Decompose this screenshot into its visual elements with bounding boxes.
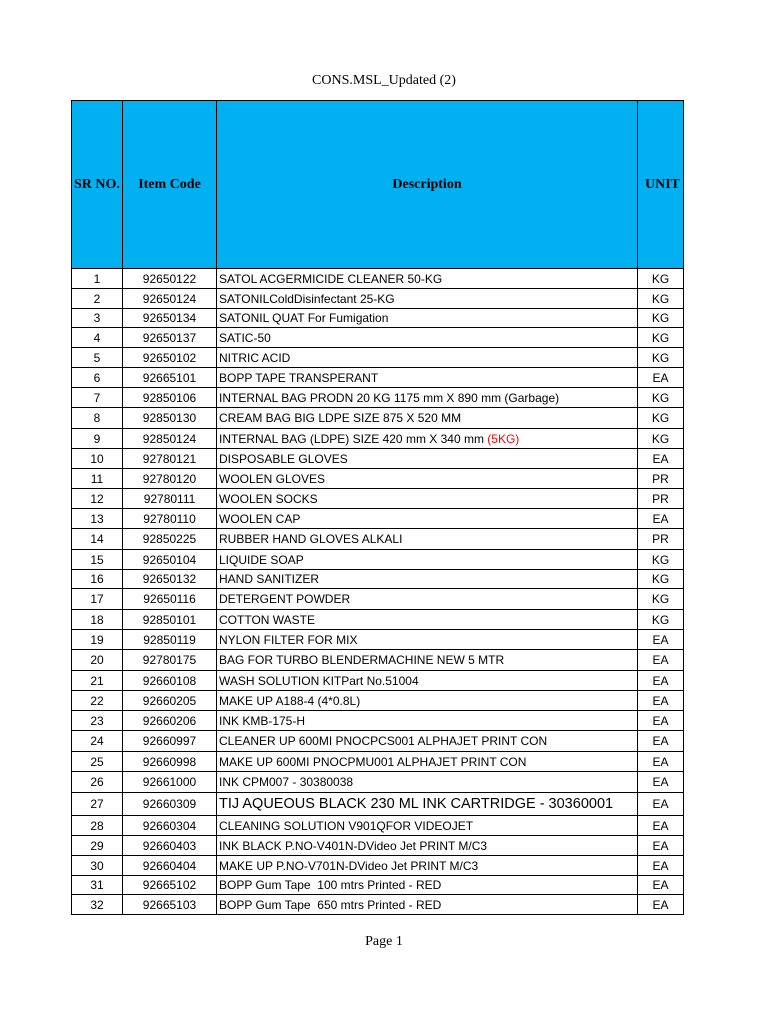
table-row — [72, 711, 684, 731]
description-cell — [217, 876, 638, 895]
item-code-cell: 92780120 — [123, 469, 217, 489]
sr-no-cell: 5 — [72, 348, 123, 368]
sr-no-cell: 15 — [72, 550, 123, 570]
item-code-cell: 92660997 — [123, 731, 217, 752]
sr-no-cell: 30 — [72, 856, 123, 876]
unit-cell: PR — [638, 489, 684, 509]
item-code-cell: 92850119 — [123, 630, 217, 650]
sr-no-cell: 7 — [72, 388, 123, 408]
item-code-cell: 92660403 — [123, 836, 217, 856]
description-cell — [217, 408, 638, 429]
description-cell — [217, 570, 638, 589]
unit-cell: EA — [638, 711, 684, 731]
description-text: WOOLEN GLOVES — [219, 471, 326, 486]
description-text: CLEANING SOLUTION V901QFOR VIDEOJET — [219, 818, 474, 833]
unit-cell: KG — [638, 289, 684, 309]
item-code-cell: 92650134 — [123, 309, 217, 328]
description-text: CREAM BAG BIG LDPE SIZE 875 X 520 MM — [219, 411, 462, 425]
description-cell — [217, 711, 638, 731]
description-cell — [217, 328, 638, 348]
description-text: LIQUIDE SOAP — [219, 552, 304, 567]
sr-no-cell: 21 — [72, 671, 123, 691]
unit-cell: EA — [638, 793, 684, 816]
item-code-cell: 92661000 — [123, 772, 217, 793]
table-row — [72, 671, 684, 691]
item-code-cell: 92650122 — [123, 269, 217, 289]
unit-cell: EA — [638, 836, 684, 856]
item-code-cell: 92650104 — [123, 550, 217, 570]
sr-no-cell: 11 — [72, 469, 123, 489]
page-number: Page 1 — [365, 934, 403, 949]
unit-cell: KG — [638, 309, 684, 328]
sr-no-cell: 3 — [72, 309, 123, 328]
description-text: WOOLEN SOCKS — [219, 491, 318, 506]
unit-cell: EA — [638, 752, 684, 772]
description-text: BOPP TAPE TRANSPERANT — [219, 370, 379, 385]
table-row — [72, 895, 684, 915]
description-cell — [217, 449, 638, 469]
sr-no-cell: 17 — [72, 589, 123, 610]
unit-cell: KG — [638, 610, 684, 630]
description-cell — [217, 691, 638, 711]
description-text: MAKE UP P.NO-V701N-DVideo Jet PRINT M/C3 — [219, 858, 479, 873]
item-code-cell: 92850225 — [123, 529, 217, 550]
description-text: NITRIC ACID — [219, 350, 291, 365]
sr-no-cell: 12 — [72, 489, 123, 509]
description-cell — [217, 895, 638, 915]
item-code-cell: 92665101 — [123, 368, 217, 388]
description-cell — [217, 731, 638, 752]
sr-no-cell: 27 — [72, 793, 123, 816]
table-row — [72, 836, 684, 856]
description-text: CLEANER UP 600MI PNOCPCS001 ALPHAJET PRINT CON — [219, 734, 548, 748]
header-sr-no: SR NO. — [72, 101, 123, 269]
unit-cell: KG — [638, 550, 684, 570]
description-cell — [217, 550, 638, 570]
description-text: SATONIL QUAT For Fumigation — [219, 311, 389, 325]
unit-cell: EA — [638, 671, 684, 691]
table-row — [72, 489, 684, 509]
description-cell — [217, 836, 638, 856]
description-cell — [217, 348, 638, 368]
item-code-cell: 92850130 — [123, 408, 217, 429]
description-text: INTERNAL BAG (LDPE) SIZE 420 mm X 340 mm — [219, 431, 488, 446]
description-cell — [217, 309, 638, 328]
unit-cell: KG — [638, 348, 684, 368]
table-row — [72, 650, 684, 671]
item-code-cell: 92665102 — [123, 876, 217, 895]
table-row — [72, 816, 684, 836]
sr-no-cell: 9 — [72, 429, 123, 449]
unit-cell: KG — [638, 388, 684, 408]
description-cell — [217, 289, 638, 309]
table-row — [72, 550, 684, 570]
unit-cell: KG — [638, 589, 684, 610]
description-cell — [217, 671, 638, 691]
sr-no-cell: 26 — [72, 772, 123, 793]
description-cell — [217, 469, 638, 489]
unit-cell: EA — [638, 856, 684, 876]
description-text: WOOLEN CAP — [219, 511, 301, 526]
item-code-cell: 92650116 — [123, 589, 217, 610]
unit-cell: EA — [638, 368, 684, 388]
item-code-cell: 92665103 — [123, 895, 217, 915]
description-cell — [217, 489, 638, 509]
description-cell — [217, 388, 638, 408]
unit-cell: KG — [638, 328, 684, 348]
description-cell — [217, 269, 638, 289]
description-cell — [217, 529, 638, 550]
table-row — [72, 289, 684, 309]
unit-cell: KG — [638, 570, 684, 589]
sr-no-cell: 6 — [72, 368, 123, 388]
table-row — [72, 388, 684, 408]
sr-no-cell: 19 — [72, 630, 123, 650]
description-text: SATOL ACGERMICIDE CLEANER 50-KG — [219, 271, 443, 286]
table-row — [72, 589, 684, 610]
description-cell — [217, 610, 638, 630]
description-text: MAKE UP A188-4 (4*0.8L) — [219, 693, 361, 708]
unit-cell: KG — [638, 408, 684, 429]
unit-cell: EA — [638, 650, 684, 671]
unit-cell: KG — [638, 269, 684, 289]
sr-no-cell: 2 — [72, 289, 123, 309]
description-text: WASH SOLUTION KITPart No.51004 — [219, 673, 419, 688]
table-row — [72, 731, 684, 752]
description-cell — [217, 856, 638, 876]
description-text: BOPP Gum Tape 650 mtrs Printed - RED — [219, 897, 442, 912]
unit-cell: EA — [638, 449, 684, 469]
description-cell — [217, 650, 638, 671]
item-code-cell: 92780175 — [123, 650, 217, 671]
unit-cell: EA — [638, 731, 684, 752]
description-text: RUBBER HAND GLOVES ALKALI — [219, 532, 403, 546]
header-unit: UNIT — [638, 101, 684, 269]
description-text: INK KMB-175-H — [219, 713, 306, 728]
description-text: NYLON FILTER FOR MIX — [219, 632, 358, 647]
item-code-cell: 92650132 — [123, 570, 217, 589]
table-row — [72, 368, 684, 388]
table-row — [72, 610, 684, 630]
sr-no-cell: 23 — [72, 711, 123, 731]
table-row — [72, 570, 684, 589]
description-text: DETERGENT POWDER — [219, 592, 351, 606]
table-row — [72, 856, 684, 876]
sr-no-cell: 8 — [72, 408, 123, 429]
unit-cell: EA — [638, 772, 684, 793]
description-text: SATONILColdDisinfectant 25-KG — [219, 291, 395, 306]
description-text: TIJ AQUEOUS BLACK 230 ML INK CARTRIDGE - 30360001 — [219, 796, 614, 812]
description-text: BOPP Gum Tape 100 mtrs Printed - RED — [219, 878, 442, 892]
item-code-cell: 92780111 — [123, 489, 217, 509]
item-code-cell: 92650137 — [123, 328, 217, 348]
item-code-cell: 92650102 — [123, 348, 217, 368]
table-row — [72, 529, 684, 550]
item-code-cell: 92660998 — [123, 752, 217, 772]
table-row — [72, 328, 684, 348]
table-row — [72, 429, 684, 449]
sr-no-cell: 31 — [72, 876, 123, 895]
unit-cell: EA — [638, 876, 684, 895]
sr-no-cell: 1 — [72, 269, 123, 289]
unit-cell: EA — [638, 895, 684, 915]
unit-cell: KG — [638, 429, 684, 449]
description-text: INK BLACK P.NO-V401N-DVideo Jet PRINT M/C3 — [219, 838, 488, 853]
unit-cell: EA — [638, 691, 684, 711]
description-cell — [217, 752, 638, 772]
description-cell — [217, 793, 638, 816]
sr-no-cell: 32 — [72, 895, 123, 915]
table-row — [72, 449, 684, 469]
item-code-cell: 92660304 — [123, 816, 217, 836]
sr-no-cell: 29 — [72, 836, 123, 856]
description-text: DISPOSABLE GLOVES — [219, 451, 348, 466]
description-cell — [217, 509, 638, 529]
sr-no-cell: 18 — [72, 610, 123, 630]
unit-cell: EA — [638, 630, 684, 650]
unit-cell: EA — [638, 816, 684, 836]
table-row — [72, 793, 684, 816]
item-code-cell: 92660404 — [123, 856, 217, 876]
description-text: HAND SANITIZER — [219, 572, 320, 586]
sr-no-cell: 13 — [72, 509, 123, 529]
table-row — [72, 772, 684, 793]
item-code-cell: 92660108 — [123, 671, 217, 691]
sr-no-cell: 25 — [72, 752, 123, 772]
description-cell — [217, 630, 638, 650]
unit-cell: PR — [638, 529, 684, 550]
table-row — [72, 348, 684, 368]
item-code-cell: 92780110 — [123, 509, 217, 529]
sr-no-cell: 22 — [72, 691, 123, 711]
description-cell — [217, 772, 638, 793]
unit-cell: EA — [638, 509, 684, 529]
sr-no-cell: 4 — [72, 328, 123, 348]
header-row — [72, 101, 684, 269]
item-code-cell: 92650124 — [123, 289, 217, 309]
sr-no-cell: 10 — [72, 449, 123, 469]
unit-cell: PR — [638, 469, 684, 489]
description-text: SATIC-50 — [219, 330, 271, 345]
description-cell — [217, 368, 638, 388]
description-weight-note: (5KG) — [487, 431, 520, 446]
item-code-cell: 92660206 — [123, 711, 217, 731]
table-row — [72, 309, 684, 328]
sr-no-cell: 16 — [72, 570, 123, 589]
description-text: BAG FOR TURBO BLENDERMACHINE NEW 5 MTR — [219, 653, 505, 667]
description-text: MAKE UP 600MI PNOCPMU001 ALPHAJET PRINT CON — [219, 754, 527, 769]
item-code-cell: 92850101 — [123, 610, 217, 630]
sr-no-cell: 28 — [72, 816, 123, 836]
description-text: INK CPM007 - 30380038 — [219, 775, 354, 789]
sr-no-cell: 20 — [72, 650, 123, 671]
header-description: Description — [217, 101, 638, 269]
table-body — [72, 269, 684, 915]
table-row — [72, 269, 684, 289]
table-row — [72, 469, 684, 489]
table-row — [72, 408, 684, 429]
description-cell — [217, 429, 638, 449]
item-code-cell: 92850124 — [123, 429, 217, 449]
description-cell — [217, 589, 638, 610]
table-row — [72, 876, 684, 895]
item-table — [71, 100, 684, 915]
description-cell — [217, 816, 638, 836]
table-row — [72, 752, 684, 772]
table-row — [72, 630, 684, 650]
page-title: CONS.MSL_Updated (2) — [312, 73, 456, 88]
table-row — [72, 691, 684, 711]
description-text: INTERNAL BAG PRODN 20 KG 1175 mm X 890 mm (Garbage) — [219, 390, 560, 405]
item-code-cell: 92660309 — [123, 793, 217, 816]
item-code-cell: 92780121 — [123, 449, 217, 469]
item-code-cell: 92660205 — [123, 691, 217, 711]
description-text: COTTON WASTE — [219, 612, 315, 627]
sr-no-cell: 24 — [72, 731, 123, 752]
sr-no-cell: 14 — [72, 529, 123, 550]
item-code-cell: 92850106 — [123, 388, 217, 408]
table-row — [72, 509, 684, 529]
header-item-code: Item Code — [123, 101, 217, 269]
